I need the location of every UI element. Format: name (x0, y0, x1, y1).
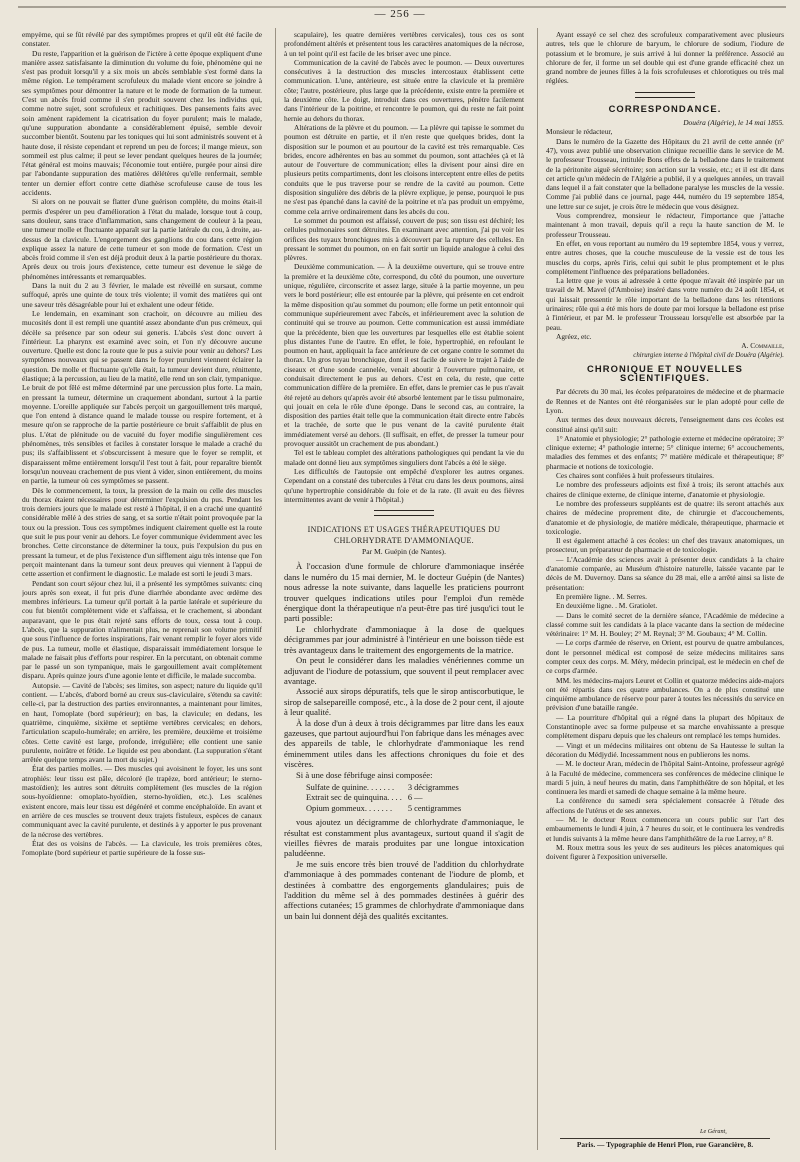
paragraph: Par décrets du 30 mai, les écoles préparatoires de médecine et de pharmacie de Rennes et de Nantes ont été réorganisées sur le plan adopté pour celle de Lyon. (546, 387, 784, 415)
paragraph: État des parties molles. — Des muscles qui avoisinent le foyer, les uns sont atrophiés: leur tissu est pâle, décoloré (le trapèze, bord antérieur; le sterno-mastoïdien); les autres sont détruits complètement (les muscles de la région sous-hyoïdienne: omoplato-hyoïdien, sterno-hyoïdien, etc.). Les scalènes existent encore, mais leur tissu est dégénéré et comme encéphaloïde. En avant et en arrière de ces muscles se trouvent deux trajets fistuleux, espèces de canaux communiquant avec la cavité purulente, et destinés à y apporter le pus provenant de la nécrose des vertèbres. (22, 764, 262, 839)
paragraph: Je me suis encore très bien trouvé de l'addition du chlorhydrate d'ammoniaque à des pommades contenant de l'iodure de plomb, et destinées à combattre des engorgements glandulaires; puis de l'addition du même sel à des pommades destinées à guérir des affections cutanées; 15 grammes de chlorhydrate d'ammoniaque dans un bain lui donnent déjà des qualités excitantes. (284, 858, 524, 921)
paragraph: Deuxième communication. — À la deuxième ouverture, qui se trouve entre la première et la deuxième côte, correspond, du côté du poumon, une ouverture unique, régulière, circonscrite et assez large, située à la partie moyenne, un peu vers le bord postérieur; elle est entourée par la plèvre, qui présente en cet endroit la même disposition qu'au sommet du poumon; elle forme un petit entonnoir qui communique supérieurement avec l'abcès, et inférieurement avec la solution de continuité qui se trouve au poumon. Cette communication est aussi immédiate que la précédente, bien que les ouvertures par lesquelles elle est établie soient plus distantes l'une de l'autre. En effet, le foie, hypertrophié, en refoulant le poumon en haut, appliquait la face antérieure de cet organe contre le sommet du thorax. Un gros tuyau bronchique, dont il est facile de suivre le trajet à l'aide de ciseaux et d'une sonde cannelée, venait aboutir à l'ouverture pulmonaire, et conduisait directement le pus au dehors. C'est en cela, du reste, que cette communication diffère de la première. En effet, dans le premier cas le pus n'avait été rejeté au dehors qu'après avoir été absorbé lentement par le tissu pulmonaire, qui jouait en cela le rôle d'une éponge. Dans le second cas, au contraire, la disposition des parties était telle que la communication était directe entre l'abcès et la trachée, de sorte que le pus venant de la cavité purulente était immédiatement versé au dehors. (Il suffisait, en effet, de presser la tumeur pour provoquer aussitôt un crachement de pus abondant.) (284, 262, 524, 449)
paragraph: Le nombre des professeurs adjoints est fixé à trois; ils seront attachés aux chaires de clinique externe, de clinique interne, d'anatomie et physiologie. (546, 480, 784, 499)
letter-salutation: Monsieur le rédacteur, (546, 127, 613, 137)
paragraph: — Dans le comité secret de la dernière séance, l'Académie de médecine a classé comme suit les candidats à la place vacante dans la section de médecine vétérinaire: 1° M. H. Bouley; 2° M. Reynal; 3° M. Goubaux; 4° M. Collin. (546, 610, 784, 639)
paragraph: Le chlorhydrate d'ammoniaque à la dose de quelques décigrammes par jour administré à l'intérieur en une boisson tiède est très avantageux dans le traitement des engorgements de la matrice. (284, 623, 524, 655)
letter-signature-title: chirurgien interne à l'hôpital civil de Douéra (Algérie). (633, 351, 784, 359)
column-rule-1 (275, 28, 276, 1150)
article-title: INDICATIONS ET USAGES THÉRAPEUTIQUES DU CHLORHYDRATE D'AMMONIAQUE. (307, 525, 501, 546)
paragraph: État des os voisins de l'abcès. — La clavicule, les trois premières côtes, l'omoplate (bord supérieur et partie supérieure de la fosse sus- (22, 838, 262, 858)
paragraph: À l'occasion d'une formule de chlorure d'ammoniaque insérée dans le numéro du 15 mai dernier, M. le docteur Guépin (de Nantes) nous adresse la note suivante, dans laquelle les praticiens pourront trouver quelques indications utiles pour l'emploi d'un remède énergique dont la thérapeutique n'a peut-être pas tiré jusqu'ici tout le parti possible: (284, 561, 524, 624)
paragraph: Vous comprendrez, monsieur le rédacteur, l'importance que j'attache maintenant à mon travail, depuis qu'il a reçu la haute sanction de M. le professeur Trousseau. (546, 211, 784, 239)
paragraph: Ayant essayé ce sel chez des scrofuleux comparativement avec plusieurs autres, tels que le chlorure de baryum, le chlorure de sodium, l'iodure de potassium et le bromure, je suis arrivé à lui donner la préférence. Associé au chlorure de fer, il forme un sel double qui est d'une grande efficacité chez un grand nombre de jeunes filles à la fois scrofuleuses et chlorotiques ou très mal réglées. (546, 30, 784, 86)
paragraph: En effet, en vous reportant au numéro du 19 septembre 1854, vous y verrez, entre autres choses, que la couche musculeuse de la vessie est de tous les muscles du corps, après l'iris, celui qui subit le plus promptement et le plus complètement l'influence des préparations belladonées. (546, 238, 784, 276)
prescription-row (306, 804, 467, 814)
paragraph: Pendant son court séjour chez lui, il a présenté les symptômes suivants: cinq jours après son exeat, il fut pris d'une diarrhée abondante avec œdème des membres inférieurs. La tumeur qu'il portait à la partie latérale et supérieure du cou fut bientôt complètement vide et s'affaissa, et le crachement, si abondant auparavant, que le pus était rejeté sans efforts de toux, cessa tout à coup. L'abcès, que la suppuration n'alimentait plus, ne reprenait son volume primitif que sous l'influence de fortes inspirations, l'air venant remplir le foyer alors vide de pus. La tumeur, molle et élastique, disparaissait immédiatement lorsque le malade ne faisait plus d'efforts pour respirer. En la percutant, on obtenait comme par le passé un son tympanique, mais le gargouillement avait complètement disparu. Après quinze jours d'une agonie lente et difficile, le malade succomba. (22, 578, 262, 681)
paragraph: Aux termes des deux nouveaux décrets, l'enseignement dans ces écoles est constitué ainsi qu'il suit: (546, 415, 784, 434)
section-separator (374, 510, 434, 516)
paragraph: — La pourriture d'hôpital qui a régné dans la plupart des hôpitaux de Constantinople avec sa forme pulpeuse et sa marche envahissante a presque complètement disparu depuis que les chaleurs ont remplacé les temps humides. (546, 712, 784, 741)
paragraph: Ces chaires sont confiées à huit professeurs titulaires. (556, 471, 715, 481)
ingredient-dose: 5 centigrammes (407, 803, 462, 813)
paragraph: 1° Anatomie et physiologie; 2° pathologie externe et médecine opératoire; 3° clinique externe; 4° pathologie interne; 5° clinique interne; 6° accouchements, maladies des femmes et des enfants; 7° matière médicale et thérapeutique; 8° pharmacie et notions de toxicologie. (546, 433, 784, 471)
chronique-title: CHRONIQUE ET NOUVELLES SCIENTIFIQUES. (587, 362, 743, 384)
column-3-intro (546, 30, 784, 86)
column-3 (546, 30, 784, 1148)
paragraph: Le lendemain, en examinant son crachoir, on découvre au milieu des mucosités dont il est rempli une quantité assez abondante d'un pus crémeux, qui décèle sa présence par son odeur sui generis. L'abcès s'est donc ouvert à l'intérieur. La pharynx est examiné avec soin, et l'on n'y découvre aucune ouverture. Quelle est donc la route que le pus a suivie pour venir au dehors? Les symptômes nouveaux qui se passent dans le foyer purulent viennent éclairer la question. De molle et fluctuante qu'elle était, la tumeur devient dure, rénittente, élastique; à la percussion, au lieu de la matité, elle rend un son clair, tympanique. Le bruit de pot fêlé est même déterminé par une percussion plus forte. La main, en pressant la tumeur, détermine un craquement abondant, surtout à la partie moyenne. L'oreille appliquée sur l'abcès perçoit un gargouillement très marqué, que l'on entend à distance quand le malade tousse ou respire fortement, et à mesure qu'on se rapproche de la partie postérieure ce bruit s'affaiblit de plus en plus. L'état de plénitude ou de vacuité du foyer modifie singulièrement ces phénomènes, très sensibles et faciles à constater lorsque le malade a craché du pus; ils s'affaiblissent et s'obscurcissent à mesure que le foyer se remplit, et disparaissent même entièrement lorsqu'il l'est tout à fait, pour reparaître bientôt lorsqu'un nouveau crachement de pus vient à vider, sinon entièrement, du moins en partie, la tumeur où ces symptômes se passent. (22, 308, 262, 486)
letter-dateline: Douéra (Algérie), le 14 mai 1855. (683, 118, 784, 128)
article-byline: Par M. Guépin (de Nantes). (362, 547, 446, 557)
paragraph: Altérations de la plèvre et du poumon. — La plèvre qui tapisse le sommet du poumon est détruite en partie, et il n'en reste que quelques brides, dont la disposition sur le poumon et au pourtour de la cavité est très remarquable. Ces brides, encore adhérentes en bas au sommet du poumon, sont attachées çà et là autour de l'ouverture de communication; elles la divisent pour ainsi dire en plusieurs petits compartiments, dont les cloisons interceptent entre elles de petits conduits que le pus traverse pour se rendre de la cavité au poumon. Cette disposition singulière des débris de la plèvre explique, je pense, pourquoi le pus ne s'est pas épanché dans la cavité de la poitrine et n'a pas produit un empyème, comme cela arrive ordinairement dans les abcès du cou. (284, 122, 524, 216)
paragraph: Tel est le tableau complet des altérations pathologiques qui pendant la vie du malade ont donné lieu aux symptômes singuliers dont l'abcès a été le siège. (284, 448, 524, 467)
gerant-label: Le Gérant, (700, 1128, 727, 1135)
letter-closing: Agréez, etc. (556, 331, 592, 341)
column-1-body (22, 30, 262, 857)
paragraph: — M. le docteur Aran, médecin de l'hôpital Saint-Antoine, professeur agrégé à la Faculté de médecine, commencera ses conférences de médecine clinique le mardi 5 juin, à neuf heures du matin, dans l'amphithéâtre de son hôpital, et les continuera les mardi et samedi de chaque semaine à la même heure. (546, 759, 784, 797)
paragraph: vous ajoutez un décigramme de chlorhydrate d'ammoniaque, le résultat est constamment plus avantageux, surtout quand il s'agit de vieilles fièvres de marais produites par une longue intoxication paludéenne. (284, 817, 524, 859)
correspondance-title: CORRESPONDANCE. (608, 102, 722, 114)
paragraph: Les difficultés de l'autopsie ont empêché d'explorer les autres organes. Cependant on a constaté des tubercules à l'état cru dans les deux poumons, ainsi qu'une hypertrophie considérable du foie et de la rate. (Il avait eu des fièvres intermittentes avant de venir à l'hôpital.) (284, 466, 524, 504)
paragraph: En deuxième ligne. . M. Gratiolet. (556, 601, 658, 611)
paragraph: À la dose d'un à deux à trois décigrammes par litre dans les eaux gazeuses, que partout aujourd'hui l'on fabrique dans les ménages avec des appareils de table, le chlorhydrate d'ammoniaque les rend éminemment utiles dans les affections chroniques du foie et des viscères. (284, 717, 524, 770)
paragraph: En première ligne. . M. Serres. (556, 591, 647, 601)
letter-body (546, 137, 784, 332)
letter-signature: A. Commaille, (741, 341, 784, 351)
section-separator (635, 92, 695, 98)
paragraph: Si alors on ne pouvait se flatter d'une guérison complète, du moins était-il permis d'espérer un peu d'amélioration à l'état du malade, lorsque tout à coup, sans douleur, sans trace d'inflammation, sans changement de couleur à la peau, une tumeur molle et fluctuante apparaît sur la partie latérale du cou, à droite, au-dessus de la clavicule. L'engorgement des ganglions du cou dans cette région explique assez la nature de cette tumeur et son mode de formation. C'est un abcès froid comme il s'en est déjà produit deux à la partie postérieure du thorax. Après deux ou trois jours d'existence, cette tumeur est devenue le siège de phénomènes intéressants et remarquables. (22, 197, 262, 281)
paragraph: La conférence du samedi sera spécialement consacrée à l'étude des affections de l'utérus et de ses annexes. (546, 796, 784, 815)
paragraph: scapulaire), les quatre dernières vertèbres cervicales), tous ces os sont profondément altérés et présentent tous les caractères anatomiques de la nécrose, à un tel point qu'il est facile de les briser avec une pince. (284, 30, 524, 58)
prescription-table (306, 783, 467, 814)
paragraph: — M. le docteur Roux commencera un cours public sur l'art des embaumements le lundi 4 juin, à 7 heures du soir, et le continuera les vendredis et lundis suivants à la même heure dans l'amphithéâtre de la rue Larrey, n° 8. (546, 815, 784, 843)
paragraph: Du reste, l'apparition et la guérison de l'ictère à cette époque expliquent d'une manière assez satisfaisante la diminution du volume du foie, phénomène qui ne s'est pas produit lorsqu'il y a six mois un abcès semblable s'est formé dans la même région. Le tempérament scrofuleux du malade vient encore se joindre à ses symptômes pour démontrer la nature et le mode de formation de la tumeur. C'est un abcès froid comme il s'en produit souvent chez les individus qui, comme notre sujet, sont scrofuleux et rachitiques. Des pansements faits avec soin amènent rapidement la cicatrisation du foyer purulent; mais le malade, qu'une suppuration abondante a considérablement épuisé, semble devoir succomber bientôt. Soutenu par les toniques qui lui sont administrés souvent et à haute dose, il résiste cependant et reprend un peu de forces; il mange mieux, son sommeil est plus calme; il peut se lever pendant quelques heures de la journée; l'état général est moins mauvais; l'économie tout entière, purgée pour ainsi dire par l'abondante suppuration des matières délétères qu'elle renfermait, semble tenter un dernier effort contre cette diathèse scrofuleuse cause de tous les accidents. (22, 48, 262, 198)
ingredient-name: Sulfate de quinine. . . . . . . (306, 782, 395, 792)
paragraph: Communication de la cavité de l'abcès avec le poumon. — Deux ouvertures consécutives à la destruction des muscles intercostaux établissent cette communication. L'une, antérieure, est située entre la clavicule et la première côte; l'autre, postérieure, plus large que la précédente, existe entre la première et la deuxième côte. Le doigt, introduit dans ces ouvertures, pénètre facilement dans l'intérieur de la poitrine, et rencontre le poumon, qui du reste ne fait point hernie au dehors du thorax. (284, 57, 524, 123)
paragraph: Le nombre des professeurs suppléants est de quatre: ils seront attachés aux chaires de médecine proprement dite, de chirurgie et d'accouchements, d'anatomie et de physiologie, de matière médicale, thérapeutique, pharmacie et toxicologie. (546, 498, 784, 536)
ingredient-dose: 6 — (407, 793, 423, 803)
imprint-rule (560, 1138, 770, 1139)
paragraph: — Vingt et un médecins militaires ont obtenu de Sa Hautesse le sultan la décoration du Médjydié. Incessamment nous en publierons les noms. (546, 740, 784, 759)
column-rule-2 (537, 28, 538, 1150)
paragraph: Associé aux sirops dépuratifs, tels que le sirop antiscorbutique, le sirop de salsepareille composé, etc., à la dose de 2 pour cent, il ajoute à leur qualité. (284, 686, 524, 718)
ingredient-name: Opium gommeux. . . . . . . (306, 803, 393, 813)
paragraph: Si à une dose fébrifuge ainsi composée: (296, 769, 433, 780)
paragraph: La lettre que je vous ai adressée à cette époque m'avait été inspirée par un travail de M. Mavel (d'Amboise) inséré dans votre numéro du 24 août 1854, et qui laissait pressentir le rôle important de la belladone dans les rétentions urinaires; rôle qui a été mis hors de doute par moi lorsque la belladone est prise à l'intérieur, et par M. le professeur Trousseau lorsqu'elle est absorbée par la peau. (546, 276, 784, 332)
printer-imprint: Paris. — Typographie de Henri Plon, rue Garancière, 8. (576, 1140, 754, 1149)
ingredient-dose: 3 décigrammes (407, 782, 459, 792)
paragraph: empyème, qui se fût révélé par des symptômes propres et qu'il eût été facile de constater. (22, 30, 262, 49)
column-1 (22, 30, 262, 1148)
paragraph: MM. les médecins-majors Leuret et Collin et quatorze médecins aide-majors ont été répartis dans ces quatre ambulances. On a de plus constitué une cinquième ambulance de réserve pour parer à toutes les nécessités du service en prévision d'une bataille rangée. (546, 675, 784, 713)
paragraph: Dès le commencement, la toux, la pression de la main ou celle des muscles du thorax étaient nécessaires pour déterminer l'expulsion du pus. Pendant les trois derniers jours que le malade est resté à l'hôpital, il en a craché une quantité considérable mêlé à des stries de sang, et sa sortie n'était point provoquée par la toux ou la pression. Tous ces symptômes indiquent clairement quelle est la route que suit le pus pour venir au dehors. Le foyer communique évidemment avec les bronches. Cette circonstance de déterminer la toux, puis l'expulsion du pus en pressant la tumeur, et de plus l'existence d'un sifflement aigu très intense que l'on perçoit maintenant dans la tumeur sont deux preuves qui viennent à l'appui de cette assertion et confirment le diagnostic. Le malade est sorti le jeudi 3 mars. (22, 485, 262, 579)
paragraph: M. Roux mettra sous les yeux de ses auditeurs les pièces anatomiques qui doivent figurer à l'exposition universelle. (546, 842, 784, 862)
chronique-body (546, 387, 784, 861)
article-body (284, 561, 524, 780)
ingredient-name: Extrait sec de quinquina. . . . (306, 793, 402, 803)
paragraph: On peut le considérer dans les maladies vénériennes comme un adjuvant de l'iodure de potassium, que souvent il peut remplacer avec avantage. (284, 655, 524, 686)
column-2-body (284, 30, 524, 504)
article-body-continued (284, 817, 524, 921)
paragraph: Dans la nuit du 2 au 3 février, le malade est réveillé en sursaut, comme suffoqué, après une quinte de toux très violente; il vomit des matières qui ont une saveur très désagréable pour lui et exhalent une odeur fétide. (22, 281, 262, 309)
column-2 (284, 30, 524, 1148)
paragraph: Il est également attaché à ces écoles: un chef des travaux anatomiques, un prosecteur, un préparateur de pharmacie et de toxicologie. (546, 536, 784, 555)
paragraph: — Le corps d'armée de réserve, en Orient, est pourvu de quatre ambulances, dont le personnel médical est composé de seize médecins militaires sans compter ceux des corps. M. Méry, médecin principal, est le médecin en chef de ce corps d'armée. (546, 638, 784, 676)
paragraph: — L'Académie des sciences avait à présenter deux candidats à la chaire d'anatomie comparée, au Muséum d'histoire naturelle, laissée vacante par le décès de M. Duvernoy. Dans sa séance du 28 mai, elle a arrêté ainsi sa liste de présentation: (546, 554, 784, 592)
paragraph: Dans le numéro de la Gazette des Hôpitaux du 21 avril de cette année (n° 47), vous avez publié une observation clinique recueillie dans le service de M. le professeur Trousseau, intitulée Bons effets de la belladone dans le traitement de la péritonite aiguë sécrétoire; son action sur la vessie, etc.; et il est dit dans cet article qu'un médecin de l'Algérie a publié, il y a quelques années, un travail dans lequel il a fait constater que la belladone paralyse les muscles de la vessie. Comme j'ai publié dans ce journal, page 444, numéro du 19 septembre 1854, une lettre sur ce sujet, je crois être le médecin que vous désignez. (546, 136, 784, 211)
paragraph: Autopsie. — Cavité de l'abcès; ses limites, son aspect; nature du liquide qu'il contient. — L'abcès, d'abord borné au creux sus-claviculaire, s'étendu sa cavité: celle-ci, par la destruction des parties environnantes, a maintenant pour limites, en haut, l'omoplate (bord supérieur); en bas, la clavicule; en dedans, les quatrième, cinquième, sixième et septième vertèbres cervicales; en dehors, l'articulation scapulo-humérale; en arrière, les première, deuxième et troisième côtes. Cette cavité est large, profonde, irrégulière; elle contient une sanie purulente, noirâtre et fétide. Le liquide est peu abondant. (La suppuration s'étant arrêtée quelque temps avant la mort du sujet.) (22, 680, 262, 765)
page-number: — 256 — (374, 8, 426, 20)
paragraph: Le sommet du poumon est affaissé, couvert de pus; son tissu est déchiré; les cellules pulmonaires sont détruites. En examinant avec attention, j'ai pu voir les orifices des tuyaux bronchiques mis à découvert par la rupture des cellules. En pressant le sommet du poumon, on en fait sortir un liquide analogue à celui des plèvres. (284, 215, 524, 263)
prescription-row (306, 783, 467, 793)
prescription-row (306, 793, 467, 803)
